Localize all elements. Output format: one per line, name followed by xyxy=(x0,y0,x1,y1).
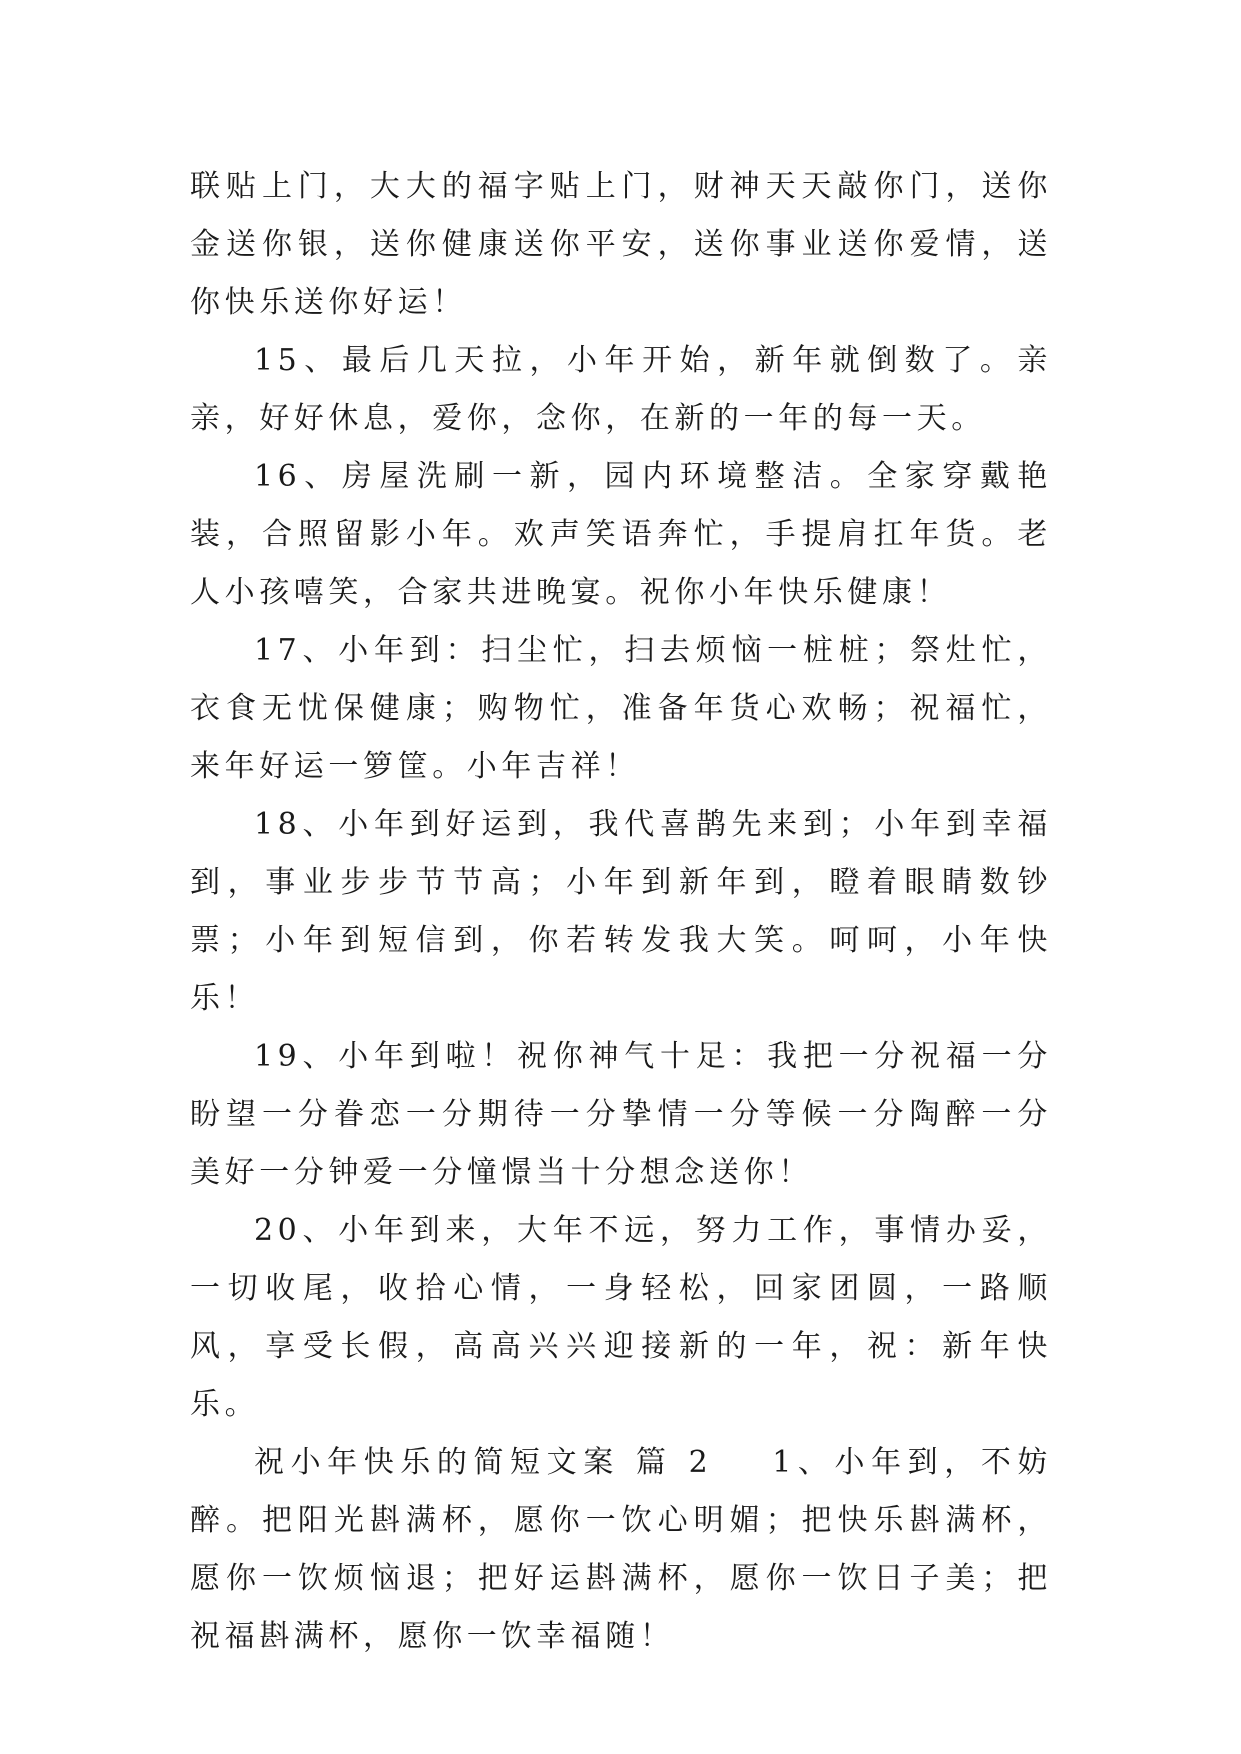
section-heading: 祝小年快乐的简短文案 篇 2 xyxy=(254,1445,713,1480)
paragraph-item-19: 19、小年到啦！祝你神气十足：我把一分祝福一分盼望一分眷恋一分期待一分挚情一分等候一分陶醉一分美好一分钟爱一分憧憬当十分想念送你！ xyxy=(190,1039,1052,1190)
paragraph-continued: 联贴上门，大大的福字贴上门，财神天天敲你门，送你金送你银，送你健康送你平安，送你事业送你爱情，送你快乐送你好运！ xyxy=(190,169,1052,320)
paragraph-item-18: 18、小年到好运到，我代喜鹊先来到；小年到幸福到，事业步步节节高；小年到新年到，瞪着眼睛数钞票；小年到短信到，你若转发我大笑。呵呵，小年快乐！ xyxy=(190,807,1052,1016)
paragraph-item-15: 15、最后几天拉，小年开始，新年就倒数了。亲亲，好好休息，爱你，念你，在新的一年的每一天。 xyxy=(190,343,1052,436)
document-page xyxy=(190,158,1052,1666)
section-first-item: 1、小年到，不妨醉。把阳光斟满杯，愿你一饮心明媚；把快乐斟满杯，愿你一饮烦恼退；把好运斟满杯，愿你一饮日子美；把祝福斟满杯，愿你一饮幸福随！ xyxy=(190,1445,1052,1654)
section-paragraph xyxy=(190,1434,1052,1666)
paragraph-item-16: 16、房屋洗刷一新，园内环境整洁。全家穿戴艳装，合照留影小年。欢声笑语奔忙，手提肩扛年货。老人小孩嘻笑，合家共进晚宴。祝你小年快乐健康！ xyxy=(190,459,1052,610)
paragraph-item-20: 20、小年到来，大年不远，努力工作，事情办妥，一切收尾，收拾心情，一身轻松，回家团圆，一路顺风，享受长假，高高兴兴迎接新的一年，祝：新年快乐。 xyxy=(190,1213,1052,1422)
paragraph-item-17: 17、小年到：扫尘忙，扫去烦恼一桩桩；祭灶忙，衣食无忧保健康；购物忙，准备年货心欢畅；祝福忙，来年好运一箩筐。小年吉祥！ xyxy=(190,633,1052,784)
